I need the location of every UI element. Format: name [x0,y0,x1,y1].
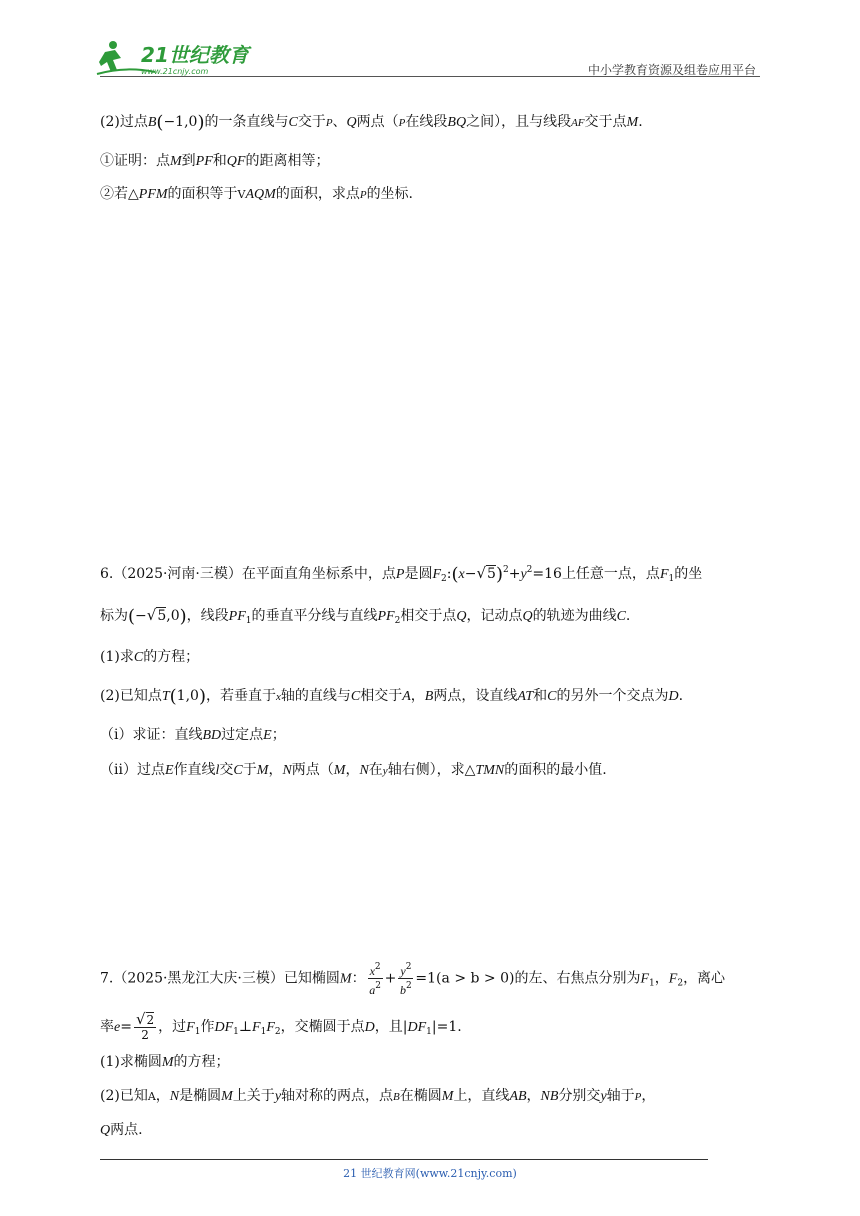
logo-url: www.21cnjy.com [141,67,209,76]
footer-text[interactable]: 21 世纪教育网(www.21cnjy.com) [343,1167,517,1180]
q6-stem-line1: 6.（2025·河南·三模）在平面直角坐标系中，点P是圆$F_2:(x-√5)^2+y^2=16$上任意一点，点$F_1$的坐 [100,564,703,585]
q7-stem-line2: 率e= $\frac{√2}{2}$ ，过$F_1$作$DF_1\perp F_1F_2$，交椭圆于点D，且$|DF_1|=1$. [100,1010,462,1042]
q5-sub1: ①证明：点M到PF和QF的距离相等； [100,153,330,169]
q6-part2: (2)已知点T(1,0)，若垂直于x轴的直线与C相交于A，B两点，设直线AT和C的另外一个交点为D. [100,686,684,707]
q7-stem-line1: 7.（2025·黑龙江大庆·三模）已知椭圆M： $\frac{x^2}{a^2}$ + $\frac{y^2}{b^2}$ =1(a > b > 0)的左、右焦点分别为$F_1$，$F_2$，离心 [100,962,726,997]
page-header [0,0,860,82]
header-divider [100,76,760,77]
q6-part2-i: （ⅰ）求证：直线BD过定点E； [100,727,286,743]
q7-part2: (2)已知A，N是椭圆M上关于y轴对称的两点，点B在椭圆M上，直线AB，NB分别交y轴于P， [100,1088,656,1104]
q5-sub2: ②若△PFM的面积等于VAQM的面积，求点P的坐标. [100,186,414,202]
q6-part2-ii: （ⅱ）过点E作直线l交C于M，N两点（M，N在y轴右侧），求△TMN的面积的最小值. [100,762,607,778]
q7-part1: (1)求椭圆M的方程； [100,1054,230,1070]
platform-title: 中小学教育资源及组卷应用平台 [587,63,756,77]
q6-part1: (1)求C的方程； [100,649,200,665]
q5-part2: (2)过点B(−1,0)的一条直线与C交于P、Q两点（P在线段BQ之间），且与线段AF交于点M. [100,112,643,133]
site-logo [95,38,255,78]
q6-stem-line2: 标为(−√5,0)，线段$PF_1$的垂直平分线与直线$PF_2$相交于点Q，记动点Q的轨迹为曲线C. [100,606,631,627]
logo-text: 21世纪教育 [141,43,249,67]
q7-part2-cont: Q两点. [100,1122,143,1138]
footer-divider [100,1159,708,1160]
